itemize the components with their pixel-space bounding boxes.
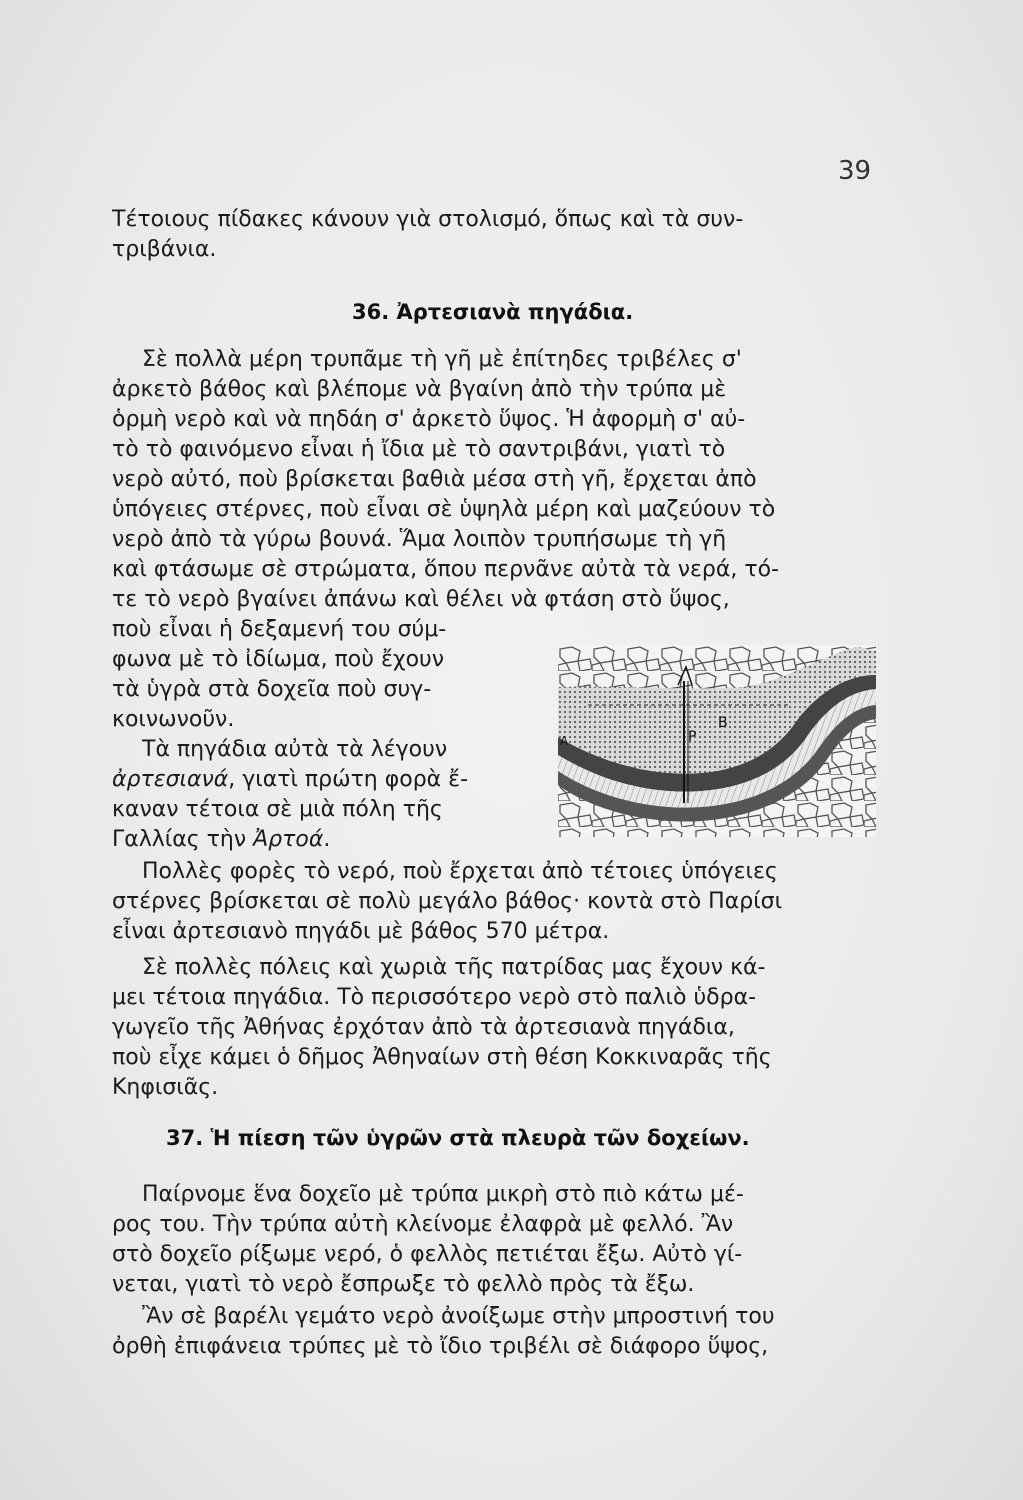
text-line: καναν τέτοια σὲ μιὰ πόλη τῆς: [112, 797, 443, 822]
text-line: Παίρνομε ἕνα δοχεῖο μὲ τρύπα μικρὴ στὸ πιὸ κάτω μέ-: [142, 1182, 744, 1207]
text-line: τριβάνια.: [112, 237, 217, 262]
text-line: [112, 765, 552, 795]
text-fragment: Γαλλίας τὴν: [112, 827, 254, 852]
text-line: ρος του. Τὴν τρύπα αὐτὴ κλείνομε ἐλαφρὰ μὲ φελλό. Ἂν: [112, 1212, 734, 1237]
text-line: καὶ φτάσωμε σὲ στρώματα, ὅπου περνᾶνε αὐτὰ τὰ νερά, τό-: [112, 557, 779, 582]
text-line: κοινωνοῦν.: [112, 707, 235, 732]
text-line: στὸ δοχεῖο ρίξωμε νερό, ὁ φελλὸς πετιέται ἔξω. Αὐτὸ γί-: [112, 1242, 743, 1267]
text-line: γωγεῖο τῆς Ἀθήνας ἐρχόταν ἀπὸ τὰ ἀρτεσιανὰ πηγάδια,: [112, 1015, 735, 1040]
artesian-well-figure: [558, 645, 876, 837]
text-line: τὸ τὸ φαινόμενο εἶναι ἡ ἴδια μὲ τὸ σαντριβάνι, γιατὶ τὸ: [112, 437, 726, 462]
text-line: Πολλὲς φορὲς τὸ νερό, ποὺ ἔρχεται ἀπὸ τέτοιες ὑπόγειες: [142, 859, 778, 884]
text-line: νερὸ ἀπὸ τὰ γύρω βουνά. Ἅμα λοιπὸν τρυπήσωμε τὴ γῆ: [112, 527, 727, 552]
term-artesian: ἀρτεσιανά: [112, 767, 229, 792]
text-line: ποὺ εἶχε κάμει ὁ δῆμος Ἀθηναίων στὴ θέση Κοκκιναρᾶς τῆς: [112, 1045, 772, 1070]
section-heading-36: 36. Ἀρτεσιανὰ πηγάδια.: [352, 300, 634, 324]
section37-paragraph-2: [112, 1302, 900, 1362]
text-line: νερὸ αὐτό, ποὺ βρίσκεται βαθιὰ μέσα στὴ γῆ, ἔρχεται ἀπὸ: [112, 467, 757, 492]
text-line: ὑπόγειες στέρνες, ποὺ εἶναι σὲ ὑψηλὰ μέρη καὶ μαζεύουν τὸ: [112, 497, 776, 522]
text-line: ὁρμὴ νερὸ καὶ νὰ πηδάη σ' ἀρκετὸ ὕψος. Ἡ ἀφορμὴ σ' αὐ-: [112, 407, 746, 432]
text-fragment: .: [323, 827, 331, 852]
text-line: φωνα μὲ τὸ ἰδίωμα, ποὺ ἔχουν: [112, 647, 445, 672]
section-heading-37: 37. Ἡ πίεση τῶν ὑγρῶν στὰ πλευρὰ τῶν δοχείων.: [166, 1126, 750, 1150]
text-line: Σὲ πολλὰ μέρη τρυπᾶμε τὴ γῆ μὲ ἐπίτηδες τριβέλες σ': [142, 347, 742, 372]
artesian-well-diagram: [558, 645, 876, 837]
section36-paragraph-4: [112, 953, 900, 1103]
text-line: ποὺ εἶναι ἡ δεξαμενή του σύμ-: [112, 617, 447, 642]
term-artois: Ἀρτοά: [253, 827, 324, 852]
text-line: Σὲ πολλὲς πόλεις καὶ χωριὰ τῆς πατρίδας μας ἔχουν κά-: [142, 955, 766, 980]
text-line: [112, 825, 552, 855]
text-line: Τέτοιους πίδακες κάνουν γιὰ στολισμό, ὅπως καὶ τὰ συν-: [112, 207, 744, 232]
label-b: B: [718, 715, 728, 731]
text-line: Κηφισιᾶς.: [112, 1075, 219, 1100]
text-line: νεται, γιατὶ τὸ νερὸ ἔσπρωξε τὸ φελλὸ πρὸς τὰ ἔξω.: [112, 1272, 695, 1297]
label-p: P: [688, 729, 697, 745]
label-a: A: [560, 734, 569, 748]
text-line: εἶναι ἀρτεσιανὸ πηγάδι μὲ βάθος 570 μέτρα.: [112, 919, 610, 944]
text-line: μει τέτοια πηγάδια. Τὸ περισσότερο νερὸ στὸ παλιὸ ὑδρα-: [112, 985, 757, 1010]
section37-paragraph-1: [112, 1180, 900, 1300]
text-line: ὀρθὴ ἐπιφάνεια τρύπες μὲ τὸ ἴδιο τριβέλι σὲ διάφορο ὕψος,: [112, 1334, 769, 1359]
section36-paragraph-2: [112, 735, 552, 855]
intro-paragraph: [112, 205, 900, 265]
text-line: τε τὸ νερὸ βγαίνει ἀπάνω καὶ θέλει νὰ φτάση στὸ ὕψος,: [112, 587, 730, 612]
text-fragment: , γιατὶ πρώτη φορὰ ἔ-: [228, 767, 469, 792]
text-line: Τὰ πηγάδια αὐτὰ τὰ λέγουν: [142, 737, 448, 762]
text-line: ἀρκετὸ βάθος καὶ βλέπομε νὰ βγαίνη ἀπὸ τὴν τρύπα μὲ: [112, 377, 727, 402]
text-line: τὰ ὑγρὰ στὰ δοχεῖα ποὺ συγ-: [112, 677, 432, 702]
section36-paragraph-3: [112, 857, 900, 947]
text-line: Ἂν σὲ βαρέλι γεμάτο νερὸ ἀνοίξωμε στὴν μπροστινή του: [142, 1304, 775, 1329]
page-number: 39: [838, 156, 872, 186]
text-line: στέρνες βρίσκεται σὲ πολὺ μεγάλο βάθος· κοντὰ στὸ Παρίσι: [112, 889, 783, 914]
